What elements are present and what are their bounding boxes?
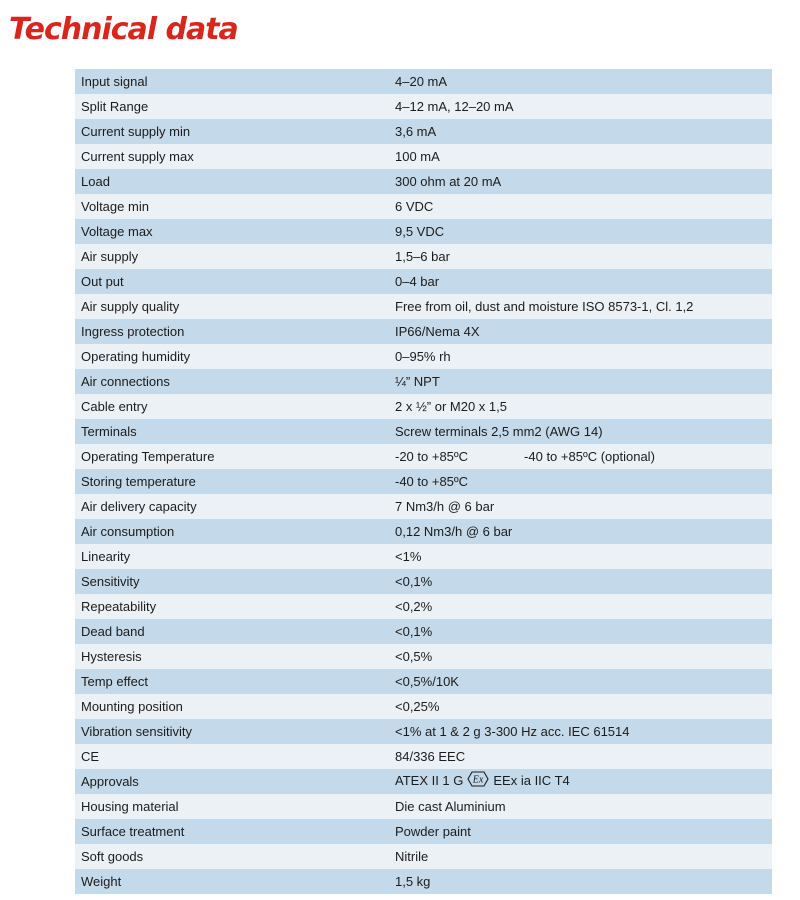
param-value: <0,1% <box>385 619 772 644</box>
table-row <box>75 294 772 319</box>
param-label: Air connections <box>75 369 385 394</box>
param-label: Split Range <box>75 94 385 119</box>
param-value: Free from oil, dust and moisture ISO 8573-1, Cl. 1,2 <box>385 294 772 319</box>
param-label: Current supply max <box>75 144 385 169</box>
param-label: Air consumption <box>75 519 385 544</box>
table-row <box>75 144 772 169</box>
param-label: Operating Temperature <box>75 444 385 469</box>
param-label: CE <box>75 744 385 769</box>
page-title: Technical data <box>9 12 238 47</box>
param-label: Terminals <box>75 419 385 444</box>
param-label: Temp effect <box>75 669 385 694</box>
param-label: Air delivery capacity <box>75 494 385 519</box>
param-value-suffix: EEx ia IIC T4 <box>493 772 570 788</box>
table-row <box>75 419 772 444</box>
param-value: <0,2% <box>385 594 772 619</box>
param-value: 4–20 mA <box>385 69 772 94</box>
table-row <box>75 394 772 419</box>
table-row <box>75 369 772 394</box>
table-row <box>75 69 772 94</box>
param-label: Vibration sensitivity <box>75 719 385 744</box>
table-row <box>75 244 772 269</box>
table-row <box>75 519 772 544</box>
table-row <box>75 469 772 494</box>
param-value: Powder paint <box>385 819 772 844</box>
param-label: Cable entry <box>75 394 385 419</box>
param-label: Surface treatment <box>75 819 385 844</box>
param-value: 1,5–6 bar <box>385 244 772 269</box>
table-row <box>75 694 772 719</box>
param-label: Approvals <box>75 769 385 794</box>
param-label: Load <box>75 169 385 194</box>
table-row <box>75 194 772 219</box>
param-value-optional: -40 to +85ºC (optional) <box>524 449 655 464</box>
technical-data-table <box>75 69 772 894</box>
param-label: Soft goods <box>75 844 385 869</box>
table-row <box>75 544 772 569</box>
param-label: Operating humidity <box>75 344 385 369</box>
table-row <box>75 569 772 594</box>
table-row <box>75 169 772 194</box>
param-label: Out put <box>75 269 385 294</box>
param-value: 84/336 EEC <box>385 744 772 769</box>
param-label: Mounting position <box>75 694 385 719</box>
param-value: ATEX II 1 G <box>395 772 464 788</box>
param-label: Voltage min <box>75 194 385 219</box>
param-label: Input signal <box>75 69 385 94</box>
param-value: <1% at 1 & 2 g 3-300 Hz acc. IEC 61514 <box>385 719 772 744</box>
param-label: Hysteresis <box>75 644 385 669</box>
param-value: 0,12 Nm3/h @ 6 bar <box>385 519 772 544</box>
param-value: 100 mA <box>385 144 772 169</box>
param-value: 3,6 mA <box>385 119 772 144</box>
table-row <box>75 319 772 344</box>
param-value-cell <box>385 769 772 794</box>
param-label: Ingress protection <box>75 319 385 344</box>
param-value: 9,5 VDC <box>385 219 772 244</box>
param-value: -40 to +85ºC <box>385 469 772 494</box>
table-row <box>75 94 772 119</box>
table-row <box>75 494 772 519</box>
param-label: Housing material <box>75 794 385 819</box>
table-row <box>75 744 772 769</box>
param-value: Nitrile <box>385 844 772 869</box>
table-row <box>75 869 772 894</box>
param-value: 300 ohm at 20 mA <box>385 169 772 194</box>
param-label: Storing temperature <box>75 469 385 494</box>
table-row <box>75 794 772 819</box>
table-row <box>75 444 772 469</box>
ex-icon-label: Ex <box>473 774 484 786</box>
param-label: Repeatability <box>75 594 385 619</box>
param-value: 0–95% rh <box>385 344 772 369</box>
param-value: 6 VDC <box>385 194 772 219</box>
param-value: <0,25% <box>385 694 772 719</box>
param-label: Linearity <box>75 544 385 569</box>
param-value: 1,5 kg <box>385 869 772 894</box>
table-row <box>75 769 772 794</box>
param-value: <0,1% <box>385 569 772 594</box>
param-value: 7 Nm3/h @ 6 bar <box>385 494 772 519</box>
param-value: IP66/Nema 4X <box>385 319 772 344</box>
table-row <box>75 669 772 694</box>
table-row <box>75 819 772 844</box>
param-value-cell <box>385 444 772 469</box>
param-label: Dead band <box>75 619 385 644</box>
param-value: 0–4 bar <box>385 269 772 294</box>
param-label: Voltage max <box>75 219 385 244</box>
table-row <box>75 594 772 619</box>
param-value: Screw terminals 2,5 mm2 (AWG 14) <box>385 419 772 444</box>
param-value: Die cast Aluminium <box>385 794 772 819</box>
table-row <box>75 119 772 144</box>
ex-hexagon-icon <box>467 771 489 790</box>
table-row <box>75 219 772 244</box>
param-label: Weight <box>75 869 385 894</box>
table-row <box>75 269 772 294</box>
param-label: Current supply min <box>75 119 385 144</box>
table-row <box>75 344 772 369</box>
param-label: Air supply <box>75 244 385 269</box>
table-row <box>75 719 772 744</box>
param-value: 4–12 mA, 12–20 mA <box>385 94 772 119</box>
param-label: Air supply quality <box>75 294 385 319</box>
param-value: <0,5%/10K <box>385 669 772 694</box>
param-value: <0,5% <box>385 644 772 669</box>
param-value: 2 x ½” or M20 x 1,5 <box>385 394 772 419</box>
table-row <box>75 644 772 669</box>
param-label: Sensitivity <box>75 569 385 594</box>
param-value: <1% <box>385 544 772 569</box>
table-row <box>75 619 772 644</box>
param-value: ¼” NPT <box>385 369 772 394</box>
table-row <box>75 844 772 869</box>
param-value: -20 to +85ºC <box>395 449 469 464</box>
